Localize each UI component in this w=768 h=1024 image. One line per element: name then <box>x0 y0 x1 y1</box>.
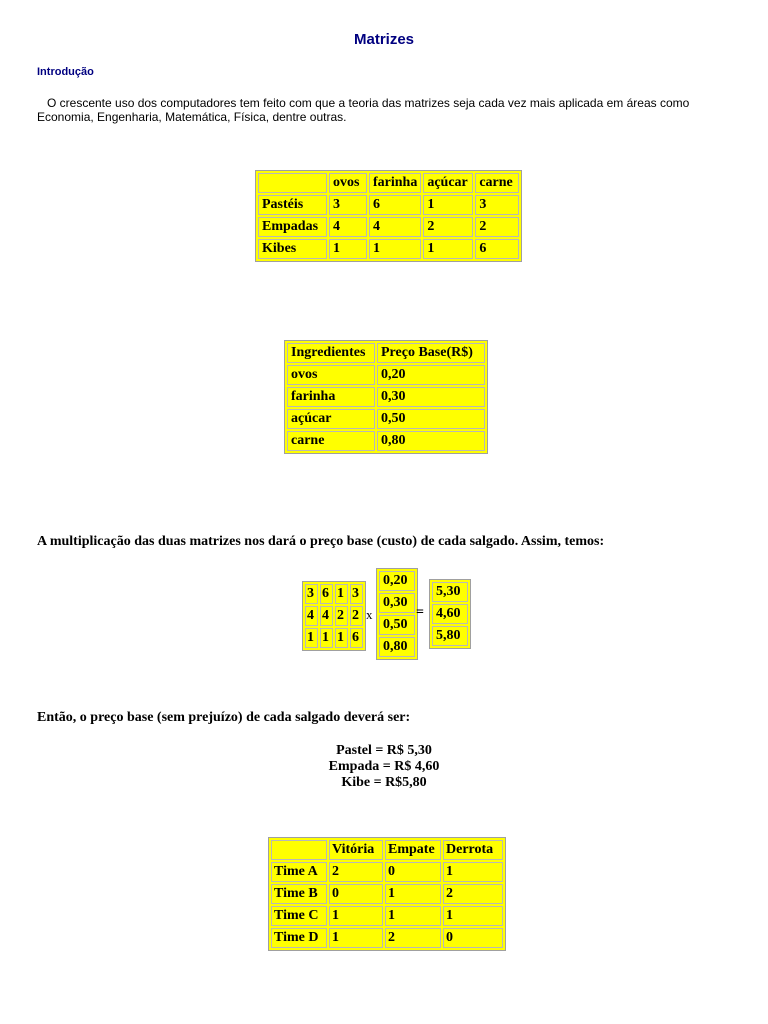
matrix-cell: 0,20 <box>379 571 415 591</box>
matrix-cell: 0,50 <box>379 615 415 635</box>
matrix-row <box>379 593 415 613</box>
ingredients-per-item-table <box>255 170 522 262</box>
table-cell: 0 <box>329 884 383 904</box>
matrix-cell: 2 <box>335 606 348 626</box>
table-cell: 3 <box>329 195 367 215</box>
matrix-cell: 3 <box>305 584 318 604</box>
table-row <box>287 387 485 407</box>
table-header-cell: açúcar <box>423 173 473 193</box>
table-row <box>271 928 503 948</box>
table-row <box>258 239 519 259</box>
table-header-row <box>271 840 503 860</box>
table-header-cell: farinha <box>369 173 421 193</box>
team-results-table <box>268 837 506 951</box>
matrix-cell: 0,30 <box>379 593 415 613</box>
table-header-cell <box>258 173 327 193</box>
table-cell: 1 <box>443 906 503 926</box>
table-cell: 3 <box>475 195 519 215</box>
table-cell: 4 <box>369 217 421 237</box>
matrix-row <box>305 606 363 626</box>
table-cell: 6 <box>475 239 519 259</box>
section-subtitle: Introdução <box>37 66 94 78</box>
table-header-cell: Ingredientes <box>287 343 375 363</box>
table-cell: açúcar <box>287 409 375 429</box>
price-line: Pastel = R$ 5,30 <box>336 743 432 758</box>
matrix-row <box>379 615 415 635</box>
matrix-cell: 4 <box>320 606 333 626</box>
matrix-row <box>305 628 363 648</box>
matrix-cell: 4 <box>305 606 318 626</box>
table-cell: Empadas <box>258 217 327 237</box>
matrix-cell: 6 <box>320 584 333 604</box>
matrix-cell: 5,30 <box>432 582 468 602</box>
table-cell: 0 <box>385 862 441 882</box>
matrix-a <box>302 581 366 651</box>
table-cell: Kibes <box>258 239 327 259</box>
table-cell: 2 <box>329 862 383 882</box>
table-cell: Time C <box>271 906 327 926</box>
table-cell: 1 <box>385 884 441 904</box>
price-line: Kibe = R$5,80 <box>341 775 427 790</box>
table-row <box>271 906 503 926</box>
matrix-cell: 1 <box>305 628 318 648</box>
base-price-table <box>284 340 488 454</box>
table-cell: 1 <box>423 239 473 259</box>
table-cell: 1 <box>329 906 383 926</box>
table-cell: 0,20 <box>377 365 485 385</box>
table-cell: Time D <box>271 928 327 948</box>
table-header-cell: Preço Base(R$) <box>377 343 485 363</box>
table-row <box>287 365 485 385</box>
matrix-cell: 0,80 <box>379 637 415 657</box>
table-header-cell: carne <box>475 173 519 193</box>
table-cell: 0 <box>443 928 503 948</box>
matrix-cell: 2 <box>350 606 363 626</box>
table-cell: Time A <box>271 862 327 882</box>
table-cell: 0,50 <box>377 409 485 429</box>
table-cell: 1 <box>329 928 383 948</box>
table-cell: 6 <box>369 195 421 215</box>
table-row <box>258 217 519 237</box>
table-cell: 4 <box>329 217 367 237</box>
table-header-row <box>258 173 519 193</box>
table-cell: 1 <box>423 195 473 215</box>
matrix-cell: 1 <box>320 628 333 648</box>
multiplication-sentence: A multiplicação das duas matrizes nos dará o preço base (custo) de cada salgado. Assim, temos: <box>37 534 605 549</box>
intro-text: O crescente uso dos computadores tem feito com que a teoria das matrizes seja cada vez mais aplicada em áreas como Economia, Engenharia, Matemática, Física, dentre outras. <box>37 96 690 124</box>
table-row <box>287 409 485 429</box>
table-header-cell: ovos <box>329 173 367 193</box>
table-cell: 2 <box>475 217 519 237</box>
table-header-cell <box>271 840 327 860</box>
table-row <box>271 862 503 882</box>
table-cell: 1 <box>329 239 367 259</box>
equals-operator: = <box>416 605 424 620</box>
matrix-row <box>305 584 363 604</box>
matrix-row <box>432 626 468 646</box>
price-line: Empada = R$ 4,60 <box>328 759 440 774</box>
table-cell: Time B <box>271 884 327 904</box>
matrix-cell: 5,80 <box>432 626 468 646</box>
table-row <box>271 884 503 904</box>
table-row <box>258 195 519 215</box>
table-header-cell: Vitória <box>329 840 383 860</box>
price-list <box>0 743 768 791</box>
table-cell: 2 <box>385 928 441 948</box>
matrix-cell: 4,60 <box>432 604 468 624</box>
table-cell: 0,80 <box>377 431 485 451</box>
matrix-row <box>432 604 468 624</box>
conclusion-sentence: Então, o preço base (sem prejuízo) de cada salgado deverá ser: <box>37 710 411 725</box>
matrix-row <box>379 571 415 591</box>
table-cell: farinha <box>287 387 375 407</box>
matrix-row <box>379 637 415 657</box>
matrix-cell: 3 <box>350 584 363 604</box>
table-cell: 0,30 <box>377 387 485 407</box>
matrix-c <box>429 579 471 649</box>
matrix-cell: 1 <box>335 584 348 604</box>
table-cell: 2 <box>443 884 503 904</box>
times-operator: x <box>366 607 373 622</box>
table-cell: ovos <box>287 365 375 385</box>
matrix-row <box>432 582 468 602</box>
table-header-row <box>287 343 485 363</box>
table-cell: carne <box>287 431 375 451</box>
table-cell: 1 <box>385 906 441 926</box>
matrix-b <box>376 568 418 660</box>
table-header-cell: Derrota <box>443 840 503 860</box>
table-header-cell: Empate <box>385 840 441 860</box>
table-row <box>287 431 485 451</box>
table-cell: 1 <box>369 239 421 259</box>
page-title: Matrizes <box>353 31 415 48</box>
matrix-cell: 1 <box>335 628 348 648</box>
intro-paragraph <box>37 96 737 124</box>
table-cell: 1 <box>443 862 503 882</box>
table-cell: 2 <box>423 217 473 237</box>
table-cell: Pastéis <box>258 195 327 215</box>
matrix-cell: 6 <box>350 628 363 648</box>
